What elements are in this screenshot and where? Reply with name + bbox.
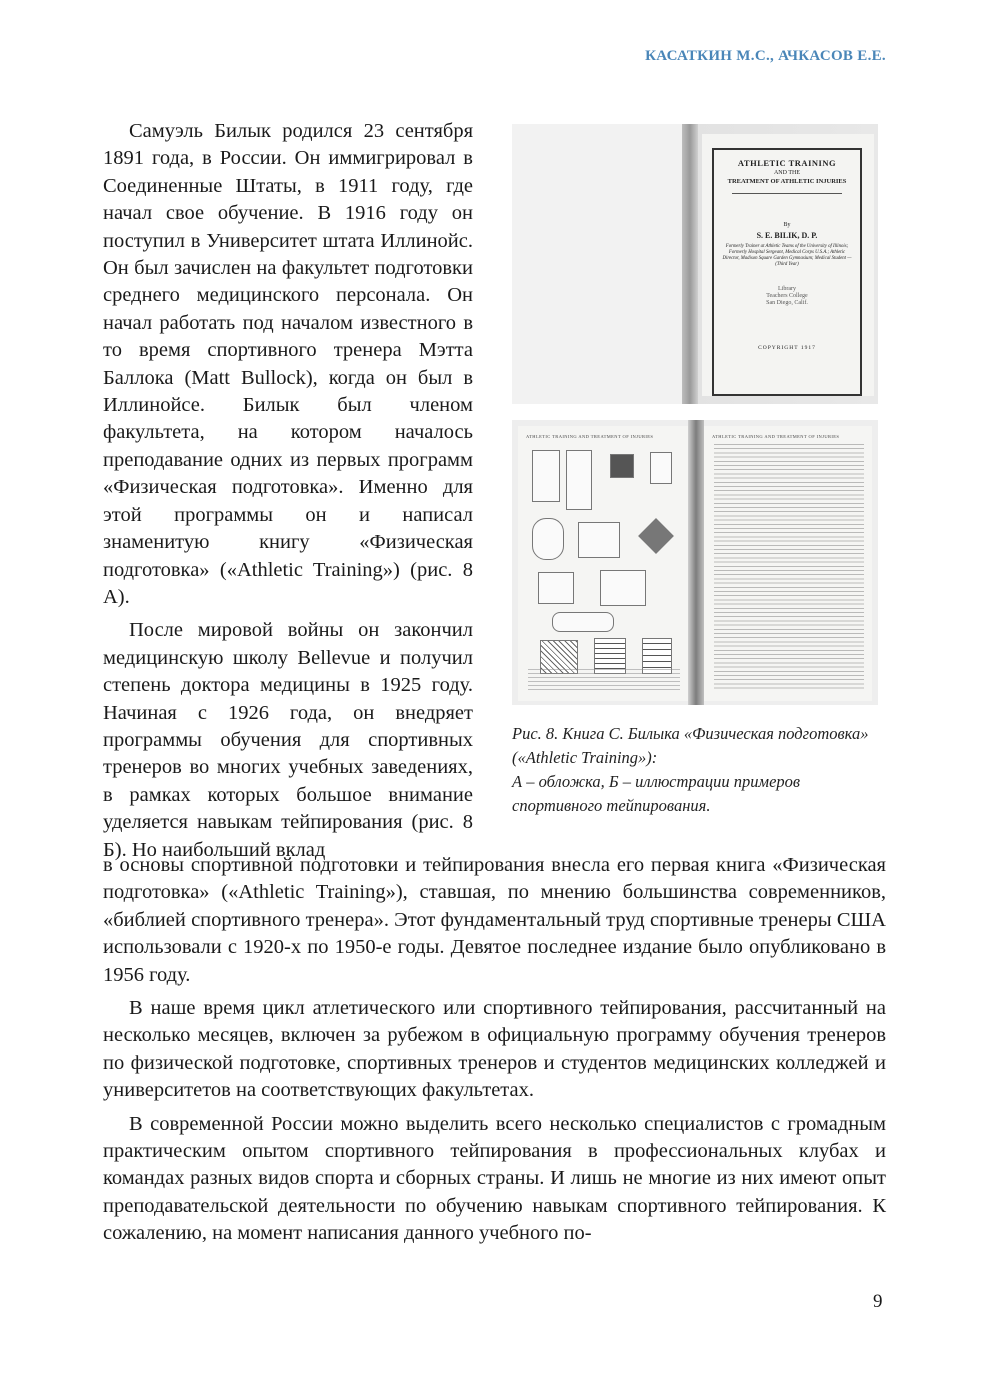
taping-sketch-head [532, 518, 564, 560]
blank-left-page [512, 124, 682, 404]
book-author: S. E. BILIK, D. P. [756, 231, 818, 240]
book-spine [682, 124, 698, 404]
author-description: Formerly Trainer at Athletic Teams of the University of Illinois; Formerly Hospital Sergeant, Medical Corps U.S.A.; Athletic Director, Madison Square Garden Gymnasium; Medical Student — (Third Year) [722, 244, 852, 267]
taping-sketch-ankle [532, 450, 560, 502]
paragraph-continuation: в основы спортивной подготовки и тейпирования внесла его первая книга «Физическая подготовка» («Athletic Training»), ставшая, по мнению большинства современников, «библией спортивного тренера». Этот фундаментальный труд спортивные тренеры США использовали с 1920-х по 1950-е годы. Девятое последнее издание было опубликовано в 1956 году. [103, 854, 886, 986]
right-running-head: ATHLETIC TRAINING AND TREATMENT OF INJURIES [712, 434, 840, 439]
paragraph-modern-cycle: В наше время цикл атлетического или спортивного тейпирования, рассчитанный на несколько месяцев, включен за рубежом в официальную программу обучения тренеров по физической подготовке, спортивных тренеров и студентов медицинских колледжей и университетов на соответствующих факультетах. [103, 997, 886, 1102]
book-title: ATHLETIC TRAINING [737, 158, 837, 168]
full-width-text [103, 852, 886, 1248]
book-subtitle: TREATMENT OF ATHLETIC INJURIES [727, 178, 847, 185]
running-header: КАСАТКИН М.С., АЧКАСОВ Е.Е. [645, 48, 886, 64]
divider [732, 193, 842, 194]
paragraph-after-war: После мировой войны он закончил медицинскую школу Bellevue и получил степень доктора медицины в 1925 году. Начиная с 1926 года, он внедряет программы обучения для спортивных тренеров во многих учебных заведениях, в рамках которых большое внимание уделяется навыкам тейпирования (рис. 8 Б). Но наибольший вклад [103, 619, 473, 861]
paragraph-russia: В современной России можно выделить всего несколько специалистов с громадным практическим опытом спортивного тейпирования в профессиональных клубах и командах разных видов спорта и сборных страны. И лишь не многие из них имеют опыт преподавательской деятельности по обучению навыкам спортивного тейпирования. К сожалению, на момент написания данного учебного по- [103, 1112, 886, 1245]
taping-sketch-square [610, 454, 634, 478]
caption-legend: А – обложка, Б – иллюстрации примеров спортивного тейпирования. [512, 772, 801, 815]
book-and-the: AND THE [773, 170, 801, 176]
book-by: By [783, 222, 791, 228]
book-gutter [688, 420, 704, 705]
text-page-lines [714, 444, 864, 691]
left-running-head: ATHLETIC TRAINING AND TREATMENT OF INJURIES [526, 434, 654, 439]
taping-sketch-diamond [638, 518, 674, 554]
taping-sketch-knee [600, 570, 646, 606]
text-page [704, 426, 872, 701]
library-stamp: Library Teachers College San Diego, Calif. [766, 286, 808, 306]
caption-title: Рис. 8. Книга С. Билыка «Физическая подготовка» («Athletic Training»): [512, 724, 869, 767]
left-column [103, 118, 473, 864]
illustration-page [518, 426, 688, 701]
figure-8a-book-cover [512, 124, 878, 404]
taping-sketch-fingers [552, 612, 614, 632]
title-page [702, 134, 874, 396]
illustration-caption-lines [528, 669, 680, 693]
paragraph-bilik-bio: Самуэль Билык родился 23 сентября 1891 года, в России. Он иммигрировал в Соединенные Штаты, в 1911 году, где начал свое обучение. В 1916 году он поступил в Университет штата Иллинойс. Он был зачислен на факультет подготовки среднего медицинского персонала. Он начал работать под началом известного в то время спортивного тренера Мэтта Баллока (Matt Bullock), когда он был в Иллинойсе. Билык был членом факультета, на котором началось преподавание одних из первых программ «Физическая подготовка». Именно для этой программы он и написал знаменитую книгу «Физическая подготовка» («Athletic Training») (рис. 8 А). [103, 120, 473, 608]
taping-sketch-finger [650, 452, 672, 484]
figure-8b-taping-illustrations [512, 420, 878, 705]
taping-sketch-leg [566, 450, 592, 510]
page-number: 9 [873, 1291, 883, 1312]
title-frame [712, 148, 862, 396]
taping-sketch-foot [578, 522, 620, 558]
copyright-line: COPYRIGHT 1917 [758, 345, 816, 351]
taping-sketch-hand [538, 572, 574, 604]
figure-caption [512, 722, 882, 818]
